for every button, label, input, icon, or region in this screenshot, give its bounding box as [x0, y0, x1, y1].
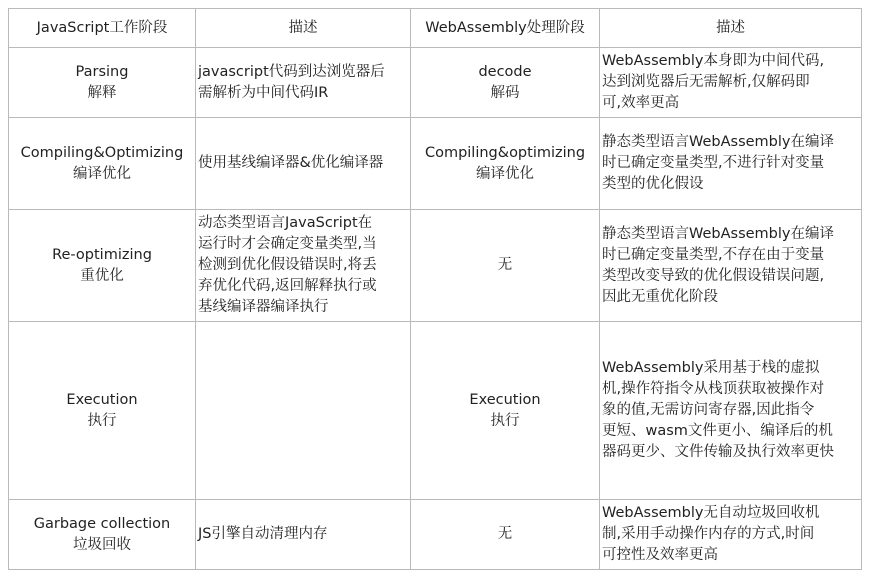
stage-name-en: Parsing — [75, 63, 129, 80]
desc-line: 达到浏览器后无需解析,仅解码即 — [602, 74, 810, 90]
stage-name-zh: 执行 — [87, 412, 117, 429]
desc-line: 机,操作符指令从栈顶获取被操作对 — [602, 381, 825, 397]
stage-name-zh: 编译优化 — [476, 165, 534, 182]
desc-line: 检测到优化假设错误时,将丢 — [198, 257, 377, 273]
wasm-stage-cell — [411, 118, 600, 210]
desc-line: 使用基线编译器&优化编译器 — [198, 155, 384, 171]
table-row — [9, 322, 862, 500]
desc-line: javascript代码到达浏览器后 — [198, 63, 385, 80]
stage-name-en: Execution — [469, 391, 541, 408]
js-desc-cell — [196, 210, 411, 322]
wasm-stage-cell — [411, 48, 600, 118]
desc-line: 需解析为中间代码IR — [198, 84, 329, 101]
table-row — [9, 210, 862, 322]
desc-line: WebAssembly无自动垃圾回收机 — [602, 505, 820, 521]
desc-line: WebAssembly本身即为中间代码, — [602, 53, 825, 69]
js-stage-cell — [9, 210, 196, 322]
stage-name: 无 — [497, 526, 513, 542]
wasm-desc-cell — [600, 500, 862, 570]
stage-name-en: Garbage collection — [33, 515, 171, 532]
desc-line: 类型改变导致的优化假设错误问题, — [602, 267, 825, 284]
table-row — [9, 48, 862, 118]
comparison-table — [8, 8, 862, 570]
stage-name-zh: 执行 — [490, 412, 520, 429]
stage-name-en: Compiling&optimizing — [424, 144, 586, 161]
stage-name-en: Compiling&Optimizing — [20, 144, 184, 161]
desc-line: 制,采用手动操作内存的方式,时间 — [602, 526, 815, 542]
header-wasm-desc: 描述 — [600, 9, 862, 48]
stage-name-zh: 垃圾回收 — [73, 536, 131, 553]
desc-line: 器码更少、文件传输及执行效率更快 — [602, 444, 834, 460]
stage-name-zh: 重优化 — [80, 267, 124, 284]
desc-line: 更短、wasm文件更小、编译后的机 — [602, 423, 833, 439]
stage-name-en: Execution — [66, 391, 138, 408]
table-row — [9, 118, 862, 210]
header-js-desc: 描述 — [196, 9, 411, 48]
desc-line: 时已确定变量类型,不进行针对变量 — [602, 155, 825, 171]
desc-line: 动态类型语言JavaScript在 — [198, 215, 373, 231]
wasm-desc-cell — [600, 118, 862, 210]
stage-name-zh: 解释 — [87, 84, 117, 101]
js-stage-cell — [9, 48, 196, 118]
wasm-stage-cell — [411, 500, 600, 570]
wasm-desc-cell — [600, 48, 862, 118]
stage-name: 无 — [497, 257, 513, 273]
desc-line: 弃优化代码,返回解释执行或 — [198, 278, 377, 294]
desc-line: 象的值,无需访问寄存器,因此指令 — [602, 402, 815, 418]
js-desc-cell — [196, 48, 411, 118]
stage-name-zh: 解码 — [490, 84, 520, 101]
table-row — [9, 500, 862, 570]
js-desc-cell — [196, 500, 411, 570]
js-stage-cell — [9, 500, 196, 570]
stage-name-zh: 编译优化 — [73, 165, 131, 182]
desc-line: WebAssembly采用基于栈的虚拟 — [602, 360, 820, 376]
desc-line: 可控性及效率更高 — [602, 547, 718, 563]
js-stage-cell — [9, 322, 196, 500]
desc-line: 运行时才会确定变量类型,当 — [198, 236, 377, 252]
js-desc-cell — [196, 118, 411, 210]
header-js-stage: JavaScript工作阶段 — [9, 9, 196, 48]
wasm-stage-cell — [411, 322, 600, 500]
wasm-desc-cell — [600, 322, 862, 500]
header-wasm-stage: WebAssembly处理阶段 — [411, 9, 600, 48]
desc-line: 类型的优化假设 — [602, 176, 704, 192]
desc-line: 基线编译器编译执行 — [198, 299, 329, 315]
desc-line: JS引擎自动清理内存 — [198, 526, 328, 542]
desc-line: 因此无重优化阶段 — [602, 288, 718, 305]
header-row — [9, 9, 862, 48]
desc-line: 静态类型语言WebAssembly在编译 — [602, 134, 834, 150]
wasm-desc-cell — [600, 210, 862, 322]
wasm-stage-cell — [411, 210, 600, 322]
stage-name-en: decode — [478, 63, 532, 80]
desc-line: 可,效率更高 — [602, 95, 680, 111]
js-stage-cell — [9, 118, 196, 210]
desc-line: 时已确定变量类型,不存在由于变量 — [602, 246, 825, 263]
desc-line: 静态类型语言WebAssembly在编译 — [602, 225, 834, 242]
stage-name-en: Re-optimizing — [52, 246, 152, 263]
js-desc-cell — [196, 322, 411, 500]
